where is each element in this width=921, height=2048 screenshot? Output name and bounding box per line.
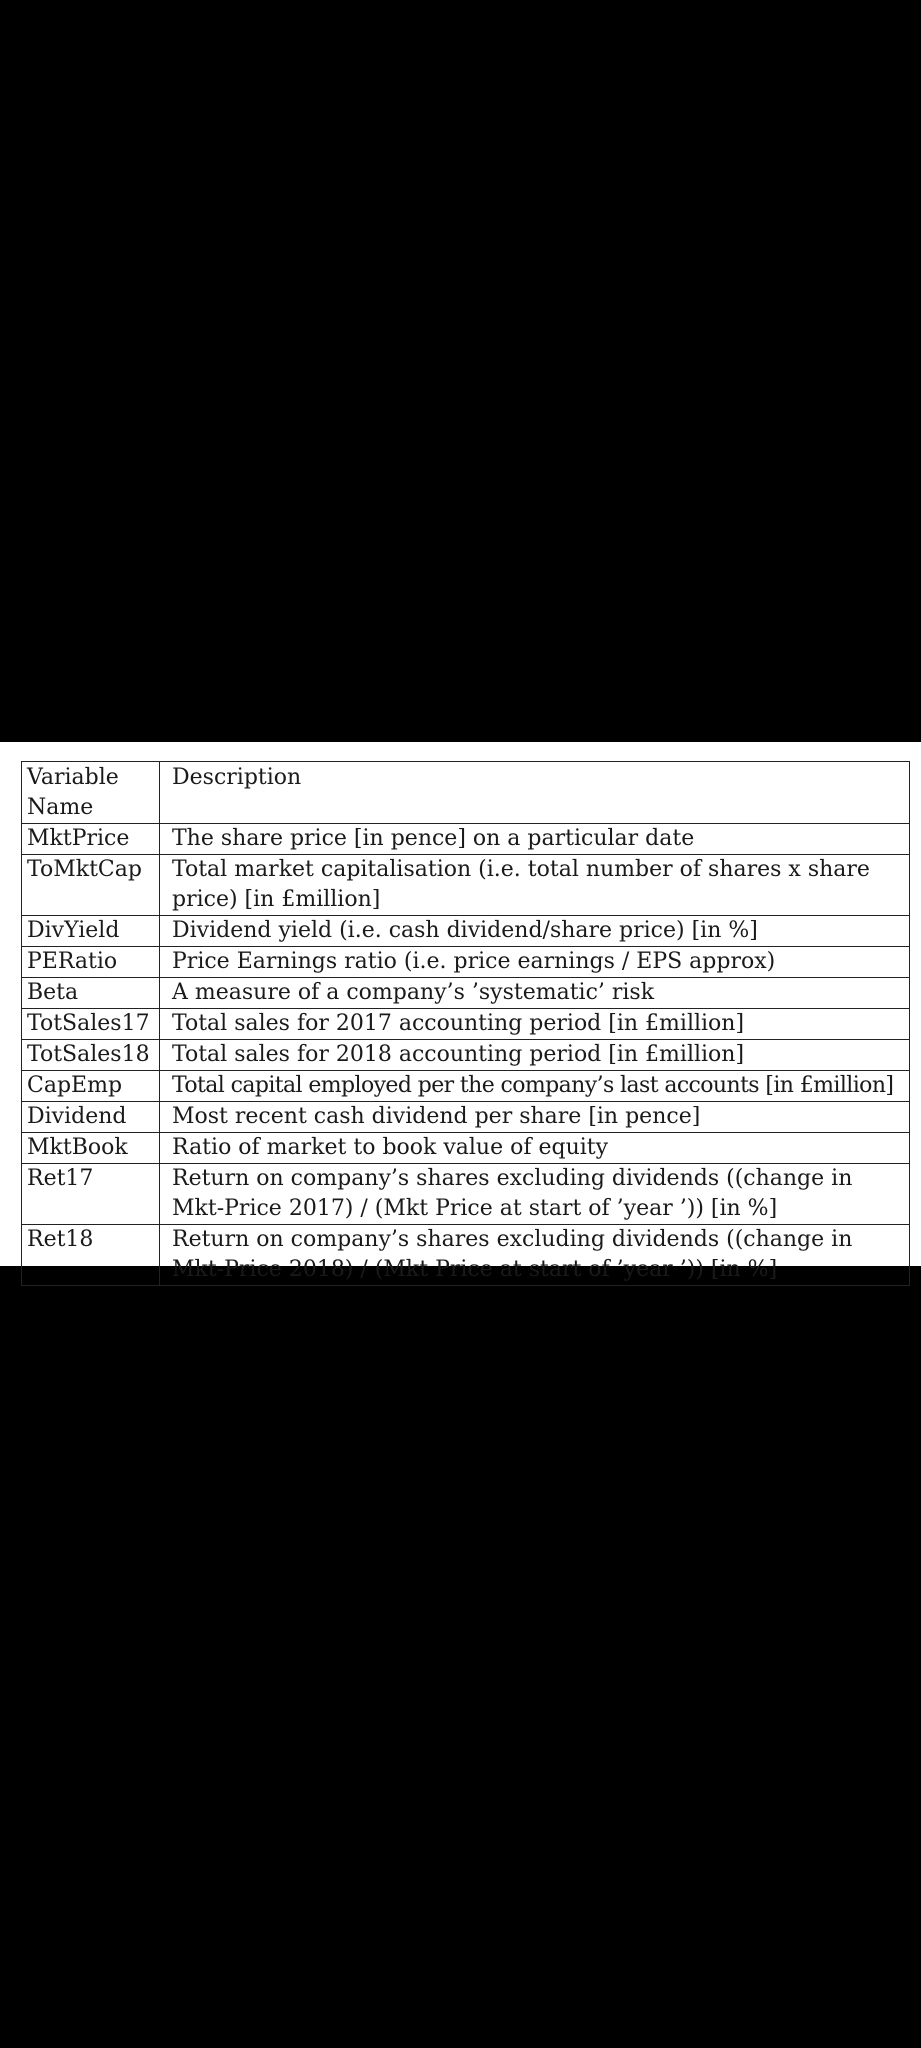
description-cell: A measure of a company’s ’systematic’ risk xyxy=(160,978,910,1009)
table-row xyxy=(22,1071,910,1102)
variable-name-cell: Ret17 xyxy=(22,1164,160,1225)
header-variable-name: Variable Name xyxy=(22,762,160,824)
variable-definitions-table xyxy=(21,761,910,1286)
description-cell: Total capital employed per the company’s last accounts [in £million] xyxy=(160,1071,910,1102)
variable-name-cell: MktPrice xyxy=(22,824,160,855)
table-header-row xyxy=(22,762,910,824)
variable-name-cell: TotSales18 xyxy=(22,1040,160,1071)
description-cell: Return on company’s shares excluding dividends ((change in Mkt-Price 2018) / (Mkt Price at start of ’year ’)) [in %] xyxy=(160,1225,910,1286)
description-cell: Most recent cash dividend per share [in pence] xyxy=(160,1102,910,1133)
table-row xyxy=(22,1164,910,1225)
table-row xyxy=(22,1102,910,1133)
description-cell: Ratio of market to book value of equity xyxy=(160,1133,910,1164)
table-row xyxy=(22,1009,910,1040)
variable-name-cell: Beta xyxy=(22,978,160,1009)
table-row xyxy=(22,978,910,1009)
table-row xyxy=(22,1040,910,1071)
document-page xyxy=(0,742,921,1282)
table-row xyxy=(22,855,910,916)
variable-name-cell: MktBook xyxy=(22,1133,160,1164)
description-cell: Dividend yield (i.e. cash dividend/share price) [in %] xyxy=(160,916,910,947)
table-row xyxy=(22,1225,910,1286)
variable-name-cell: DivYield xyxy=(22,916,160,947)
description-cell: Price Earnings ratio (i.e. price earnings / EPS approx) xyxy=(160,947,910,978)
description-cell: Return on company’s shares excluding dividends ((change in Mkt-Price 2017) / (Mkt Price at start of ’year ’)) [in %] xyxy=(160,1164,910,1225)
variable-name-cell: CapEmp xyxy=(22,1071,160,1102)
header-description: Description xyxy=(160,762,910,824)
table-row xyxy=(22,824,910,855)
description-cell: Total sales for 2017 accounting period [in £million] xyxy=(160,1009,910,1040)
table-row xyxy=(22,1133,910,1164)
table-row xyxy=(22,916,910,947)
description-cell: Total market capitalisation (i.e. total number of shares x share price) [in £million] xyxy=(160,855,910,916)
variable-name-cell: Dividend xyxy=(22,1102,160,1133)
variable-name-cell: Ret18 xyxy=(22,1225,160,1286)
table-row xyxy=(22,947,910,978)
description-cell: Total sales for 2018 accounting period [in £million] xyxy=(160,1040,910,1071)
variable-name-cell: ToMktCap xyxy=(22,855,160,916)
variable-name-cell: TotSales17 xyxy=(22,1009,160,1040)
description-cell: The share price [in pence] on a particular date xyxy=(160,824,910,855)
variable-name-cell: PERatio xyxy=(22,947,160,978)
